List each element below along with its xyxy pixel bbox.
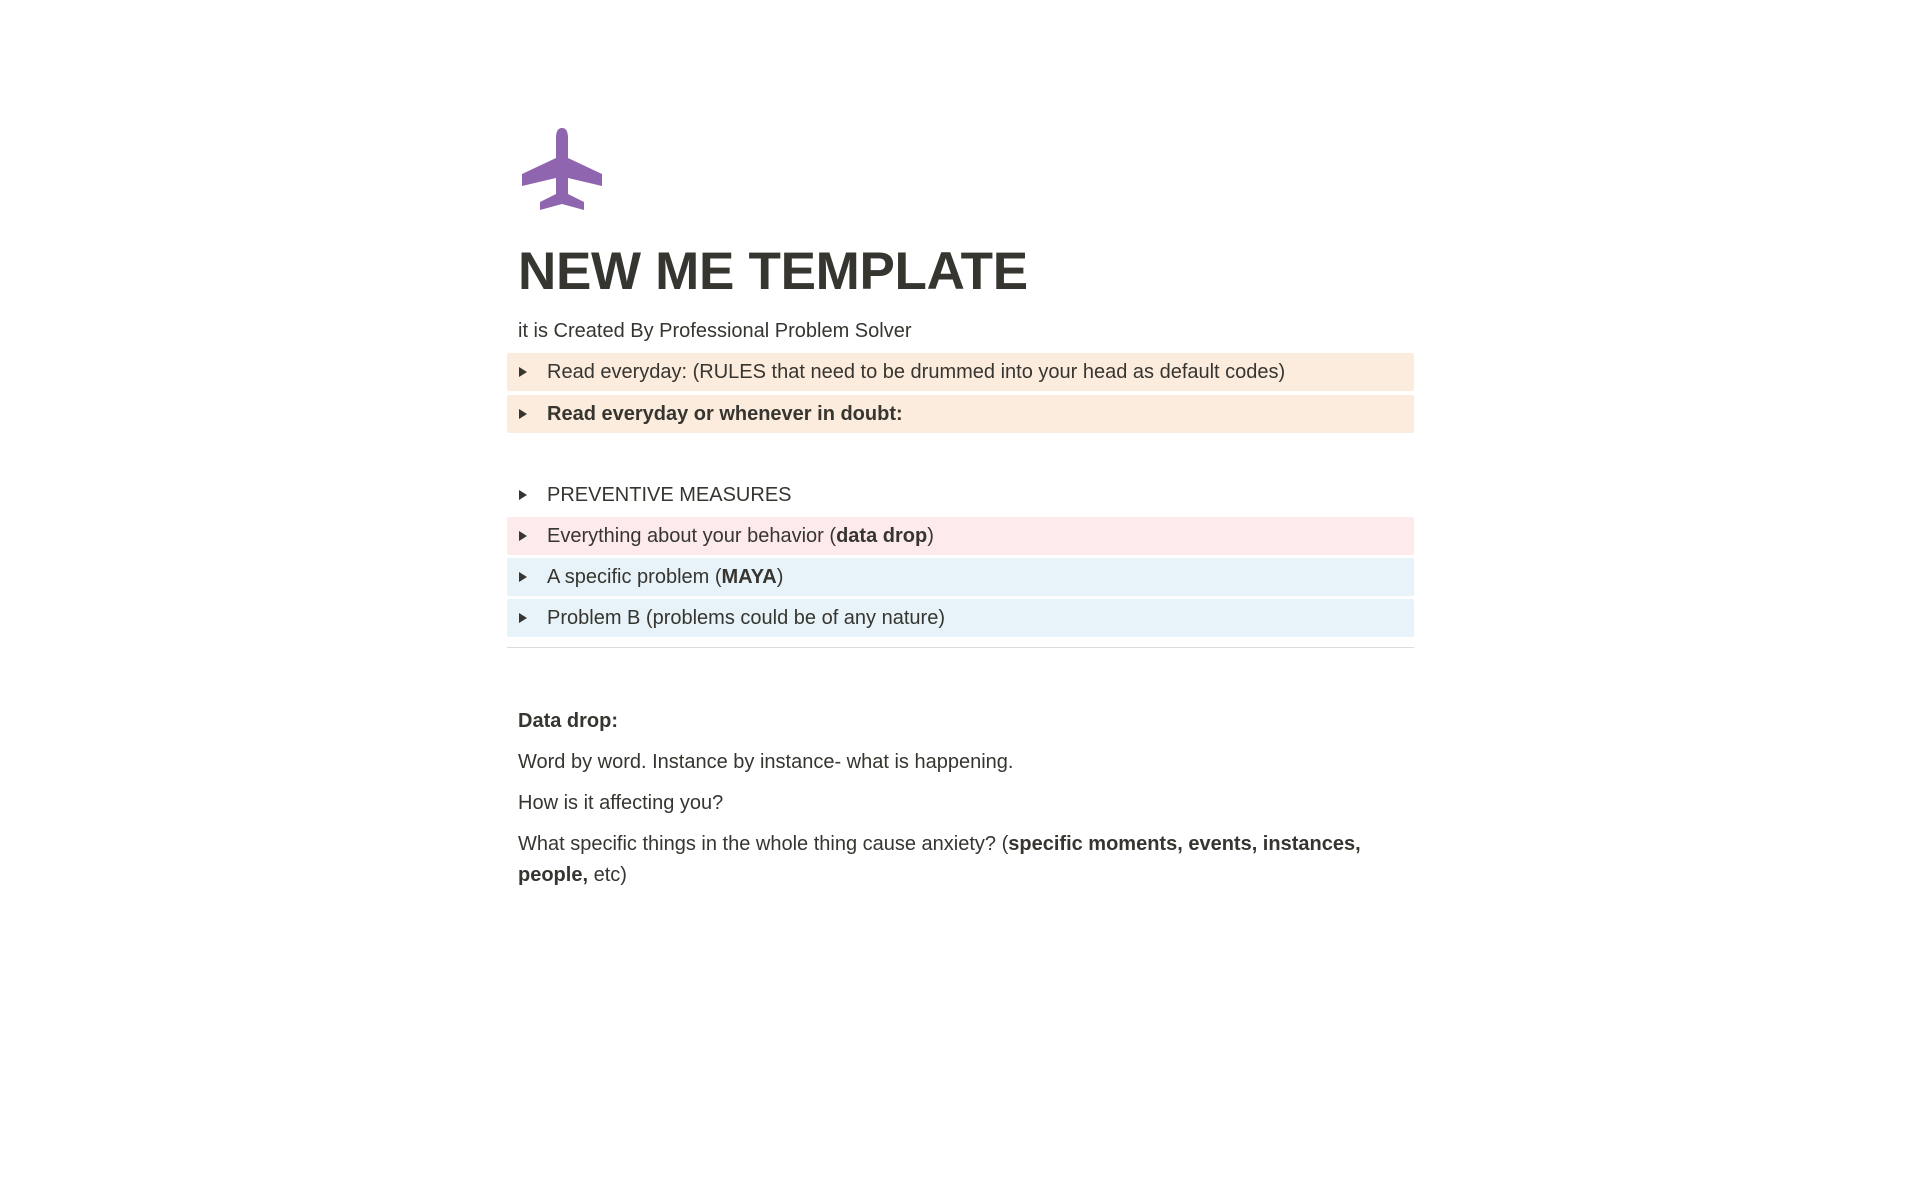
divider <box>507 647 1414 648</box>
toggle-triangle-icon[interactable] <box>519 490 527 500</box>
toggle-label: Read everyday: (RULES that need to be drummed into your head as default codes) <box>547 360 1286 383</box>
data-drop-line-1[interactable]: Word by word. Instance by instance- what is happening. <box>518 751 1014 773</box>
toggle-label: Everything about your behavior (data drop) <box>547 524 934 547</box>
toggle-label: PREVENTIVE MEASURES <box>547 483 792 506</box>
toggle-triangle-icon[interactable] <box>519 613 527 623</box>
page-subtitle[interactable]: it is Created By Professional Problem Solver <box>518 320 912 342</box>
toggle-preventive-measures[interactable] <box>507 476 1414 514</box>
toggle-triangle-icon[interactable] <box>519 367 527 377</box>
toggle-read-everyday-rules[interactable] <box>507 353 1414 391</box>
toggle-triangle-icon[interactable] <box>519 572 527 582</box>
page-title[interactable]: NEW ME TEMPLATE <box>518 242 1028 301</box>
toggle-triangle-icon[interactable] <box>519 409 527 419</box>
toggle-label: A specific problem (MAYA) <box>547 565 784 588</box>
toggle-behavior-data-drop[interactable] <box>507 517 1414 555</box>
toggle-specific-problem[interactable] <box>507 558 1414 596</box>
toggle-label: Problem B (problems could be of any nature) <box>547 606 945 629</box>
toggle-read-everyday-doubt[interactable] <box>507 395 1414 433</box>
toggle-label: Read everyday or whenever in doubt: <box>547 402 903 425</box>
toggle-triangle-icon[interactable] <box>519 531 527 541</box>
data-drop-line-3[interactable]: What specific things in the whole thing cause anxiety? (specific moments, events, instances, people, etc) <box>518 833 1361 886</box>
data-drop-heading[interactable]: Data drop: <box>518 710 618 732</box>
data-drop-line-2[interactable]: How is it affecting you? <box>518 792 724 814</box>
toggle-problem-b[interactable] <box>507 599 1414 637</box>
airplane-icon[interactable] <box>520 128 604 212</box>
